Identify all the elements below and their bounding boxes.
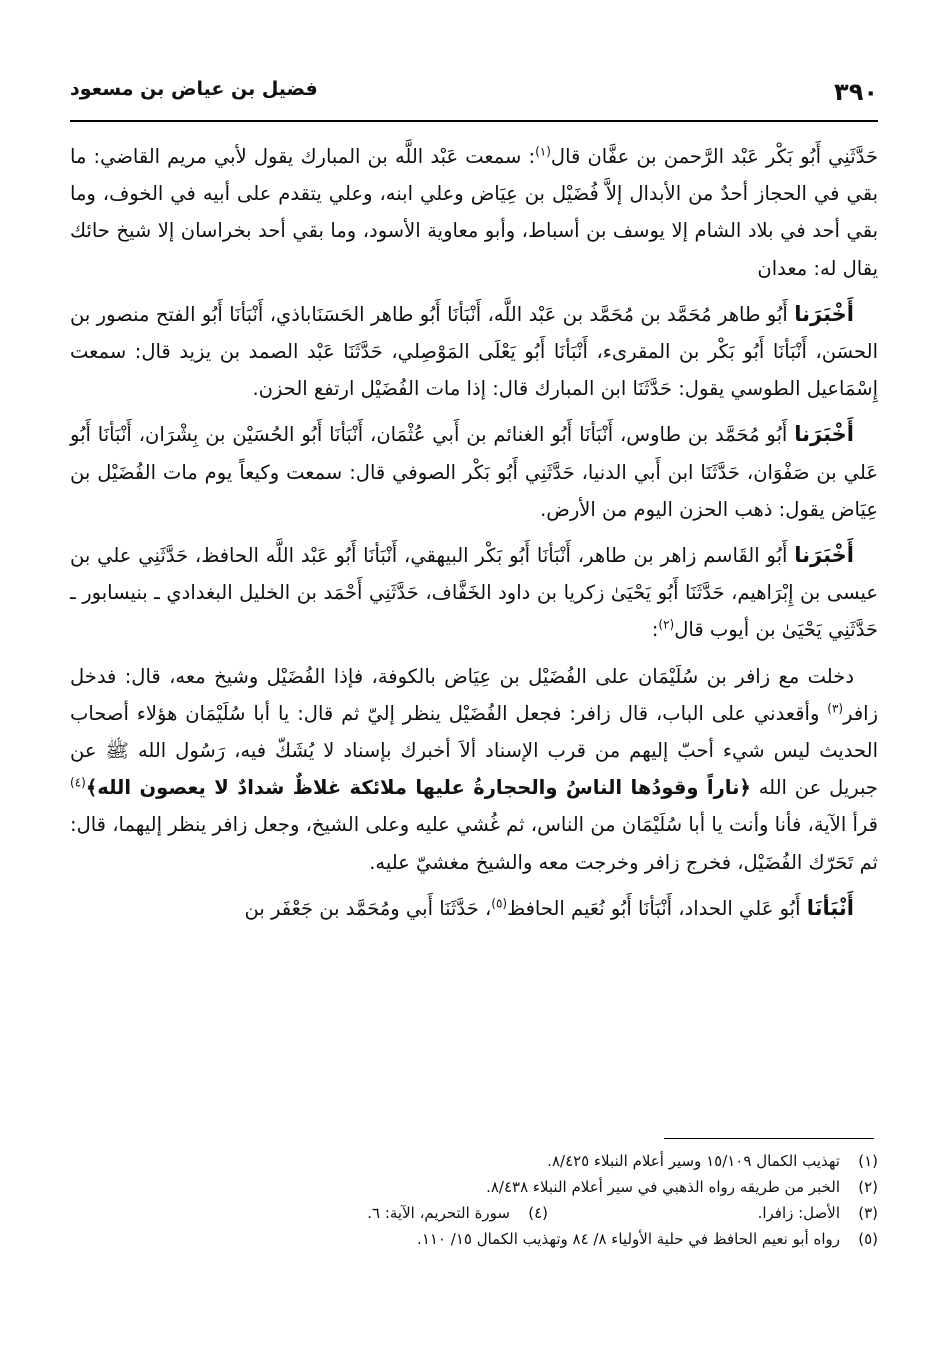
paragraph-1 (70, 138, 878, 287)
footnote-1 (70, 1148, 878, 1174)
quran-verse: ﴿ناراً وقودُها الناسُ والحجارةُ عليها ملائكة غلاظٌ شدادٌ لا يعصون الله﴾ (85, 776, 751, 800)
footnote-text: رواه أبو نعيم الحافظ في حلية الأولياء ٨/ ٨٤ وتهذيب الكمال ١٥/ ١١٠. (417, 1230, 840, 1248)
paragraph-text: : سمعت عَبْد اللَّه بن المبارك يقول لأبي مريم القاضي: ما بقي في الحجاز أحدٌ من الأبدال إلاَّ فُضَيْل بن عِيَاض وعلي ابنه، وعلي يتقدم على أبيه في الخوف، وما بقي أحد في بلاد الشام إلا يوسف بن أسباط، وأبو معاوية الأسود، وما بقي أحد بخراسان إلا شيخ حائك يقال له: معدان (70, 145, 878, 280)
isnad-lead-word: أَنْبَأنَا (806, 895, 854, 920)
footnote-row-3-4 (70, 1200, 878, 1226)
paragraph-text: أَبُو القَاسم زاهر بن طاهر، أَنْبَأنَا أَبُو بَكْر البيهقي، أَنْبَأنَا أَبُو عَبْد اللَّه الحافظ، حَدَّثَنِي علي بن عيسى بن إِبْرَاهيم، حَدَّثَنَا أَبُو يَحْيَىٰ زكريا بن داود الخَفَّاف، حَدَّثَنِي أَحْمَد بن الخليل البغدادي ـ بنيسابور ـ حَدَّثَنِي يَحْيَىٰ بن أيوب قال (70, 544, 878, 642)
paragraph-6 (70, 890, 878, 927)
footnotes (70, 1148, 878, 1252)
main-text (70, 138, 878, 936)
footnote-number: (٥) (858, 1230, 878, 1248)
paragraph-text: أَبُو عَلي الحداد، أَنْبَأنَا أَبُو نُعَيم الحافظ (507, 896, 807, 920)
footnote-number: (٢) (858, 1178, 878, 1196)
paragraph-4 (70, 537, 878, 649)
footnote-ref-3[interactable]: (٣) (827, 701, 844, 716)
footnote-ref-1[interactable]: (١) (535, 144, 551, 159)
footnote-text: الأصل: زافرا. (757, 1204, 840, 1222)
footnote-ref-4[interactable]: (٤) (70, 775, 86, 790)
footnote-ref-2[interactable]: (٢) (658, 617, 675, 632)
paragraph-text: وأقعدني على الباب، قال زافر: فجعل الفُضَيْل ينظر إليّ ثم قال: يا أبا سُلَيْمَان هؤلاء أصحاب الحديث ليس شيء أحبّ إليهم من قرب الإسناد ألاَ أخبرك بإسناد لا يُشَكّ فيه، رَسُول الله ﷺ عن جبريل عن الله (70, 701, 878, 800)
isnad-lead-word: أَخْبَرَنا (794, 543, 854, 568)
footnote-2 (70, 1174, 878, 1200)
footnote-text: الخبر من طريقه رواه الذهبي في سير أعلام النبلاء ٨/٤٣٨. (486, 1178, 840, 1196)
paragraph-text: أَبُو مُحَمَّد بن طاوس، أَنْبَأنَا أَبُو الغنائم بن أَبي عُثْمَان، أَنْبَأنَا أَبُو الحُسَيْن بن بِشْرَان، أَنْبَأنَا أَبُو عَلي بن صَفْوَان، حَدَّثَنَا ابن أَبي الدنيا، حَدَّثَنِي أَبُو بَكْر الصوفي قال: سمعت وكيعاً يوم مات الفُضَيْل بن عِيَاض يقول: ذهب الحزن اليوم من الأرض. (70, 423, 878, 521)
running-title: فضيل بن عياض بن مسعود (70, 78, 318, 100)
footnote-number: (٣) (858, 1204, 878, 1222)
paragraph-text: ، حَدَّثَنَا أَبي ومُحَمَّد بن جَعْفَر بن (244, 896, 492, 920)
footnote-text: سورة التحريم، الآية: ٦. (367, 1204, 510, 1222)
paragraph-2 (70, 296, 878, 408)
footnote-number: (٤) (528, 1204, 548, 1222)
page-header (70, 78, 878, 110)
isnad-lead-word: أَخْبَرَنا (794, 422, 854, 447)
footnote-3 (548, 1200, 878, 1226)
isnad-lead-word: أَخْبَرَنا (794, 301, 854, 326)
paragraph-text: قرأ الآية، فأنا وأنت يا أبا سُلَيْمَان من الناس، ثم غُشي عليه وعلى الشيخ، وجعل زافر ينظر إليهما، قال: ثم تَحَرّك الفُضَيْل، فخرج زافر وخرجت معه والشيخ مغشيّ عليه. (70, 813, 878, 874)
footnote-ref-5[interactable]: (٥) (491, 896, 508, 911)
paragraph-text: حَدَّثَنِي أَبُو بَكْر عَبْد الرَّحمن بن عفَّان قال (550, 145, 878, 168)
paragraph-3 (70, 416, 878, 528)
footnote-number: (١) (858, 1152, 878, 1170)
footnote-rule (664, 1138, 874, 1139)
header-rule (70, 120, 878, 122)
footnote-4 (367, 1200, 548, 1226)
footnote-5 (70, 1226, 878, 1252)
paragraph-text: دخلت مع زافر بن سُلَيْمَان على الفُضَيْل بن عِيَاض بالكوفة، فإذا الفُضَيْل وشيخ معه، قال: فدخل زافر (70, 664, 878, 725)
paragraph-text: : (651, 618, 659, 642)
page-number: ٣٩٠ (834, 78, 878, 106)
paragraph-text: أَبُو طاهر مُحَمَّد بن مُحَمَّد بن عَبْد اللَّه، أَنْبَأنَا أَبُو طاهر الحَسَنَاباذي، أَنْبَأنَا أَبُو الفتح منصور بن الحسَن، أَنْبَأنَا أَبُو بَكْر بن المقرىء، أَنْبَأنَا أَبُو يَعْلَى المَوْصِلي، حَدَّثَنَا عَبْد الصمد بن يزيد قال: سمعت إِسْمَاعيل الطوسي يقول: حَدَّثَنَا ابن المبارك قال: إذا مات الفُضَيْل ارتفع الحزن. (70, 302, 878, 401)
paragraph-5 (70, 658, 878, 881)
footnote-text: تهذيب الكمال ١٥/١٠٩ وسير أعلام النبلاء ٨/٤٢٥. (547, 1152, 840, 1170)
